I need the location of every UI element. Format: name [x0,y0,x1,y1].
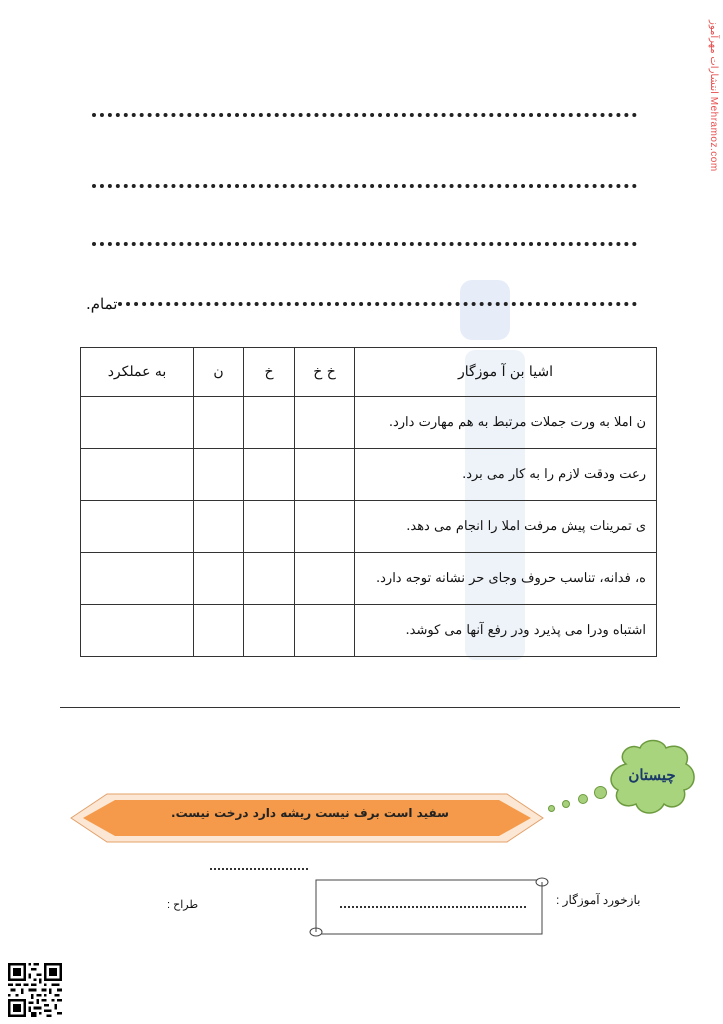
mark-cell[interactable] [244,397,295,449]
mark-cell[interactable] [295,449,355,501]
mark-cell[interactable] [194,553,244,605]
designer-label: طراح : [167,899,199,911]
mark-cell[interactable] [81,553,194,605]
criterion-text: ی تمرینات پیش مرفت املا را انجام می دهد. [355,501,657,553]
mark-cell[interactable] [194,605,244,657]
assessment-table [80,347,657,657]
header-needs-effort: به عملکرد [81,348,194,397]
writing-line-1 [92,113,637,117]
header-acceptable: ن [194,348,244,397]
mark-cell[interactable] [194,501,244,553]
mark-cell[interactable] [295,397,355,449]
mark-cell[interactable] [81,397,194,449]
feedback-label: بازخورد آموزگار : [556,893,641,907]
mark-cell[interactable] [295,553,355,605]
table-row [81,605,657,657]
mark-cell[interactable] [81,449,194,501]
cloud-bubble [562,800,570,808]
last-line-end-word: تمام. [86,295,118,313]
mark-cell[interactable] [81,605,194,657]
criterion-text: ه، فدانه، تناسب حروف وجای حر نشانه توجه دارد. [355,553,657,605]
mark-cell[interactable] [194,449,244,501]
signature-line [210,868,308,870]
writing-line-4 [118,302,637,306]
header-very-good: خ خ [295,348,355,397]
riddle-text: سفید است برف نیست ریشه دارد درخت نیست. [171,806,449,820]
mark-cell[interactable] [194,397,244,449]
mark-cell[interactable] [244,501,295,553]
mark-cell[interactable] [244,449,295,501]
qr-code-icon [8,963,62,1017]
mark-cell[interactable] [244,605,295,657]
feedback-writing-line [340,906,526,908]
writing-line-3 [92,242,637,246]
cloud-bubble [578,794,588,804]
table-row [81,397,657,449]
mark-cell[interactable] [81,501,194,553]
mark-cell[interactable] [295,501,355,553]
mark-cell[interactable] [244,553,295,605]
header-criteria: اشیا بن آ موزگار [355,348,657,397]
criterion-text: رعت ودقت لازم را به کار می برد. [355,449,657,501]
table-row [81,553,657,605]
header-good: خ [244,348,295,397]
riddle-cloud-label: چیستان [628,766,676,784]
cloud-bubble [594,786,607,799]
writing-line-2 [92,184,637,188]
table-row [81,501,657,553]
criterion-text: اشتباه ودرا می پذیرد ودر رفع آنها می کوشد. [355,605,657,657]
mark-cell[interactable] [295,605,355,657]
table-header-row [81,348,657,397]
side-brand-text: انتشارات مهرآموز Mehramoz.com [708,20,719,172]
criterion-text: ن املا به ورت جملات مرتبط به هم مهارت دارد. [355,397,657,449]
section-divider [60,707,680,708]
table-row [81,449,657,501]
